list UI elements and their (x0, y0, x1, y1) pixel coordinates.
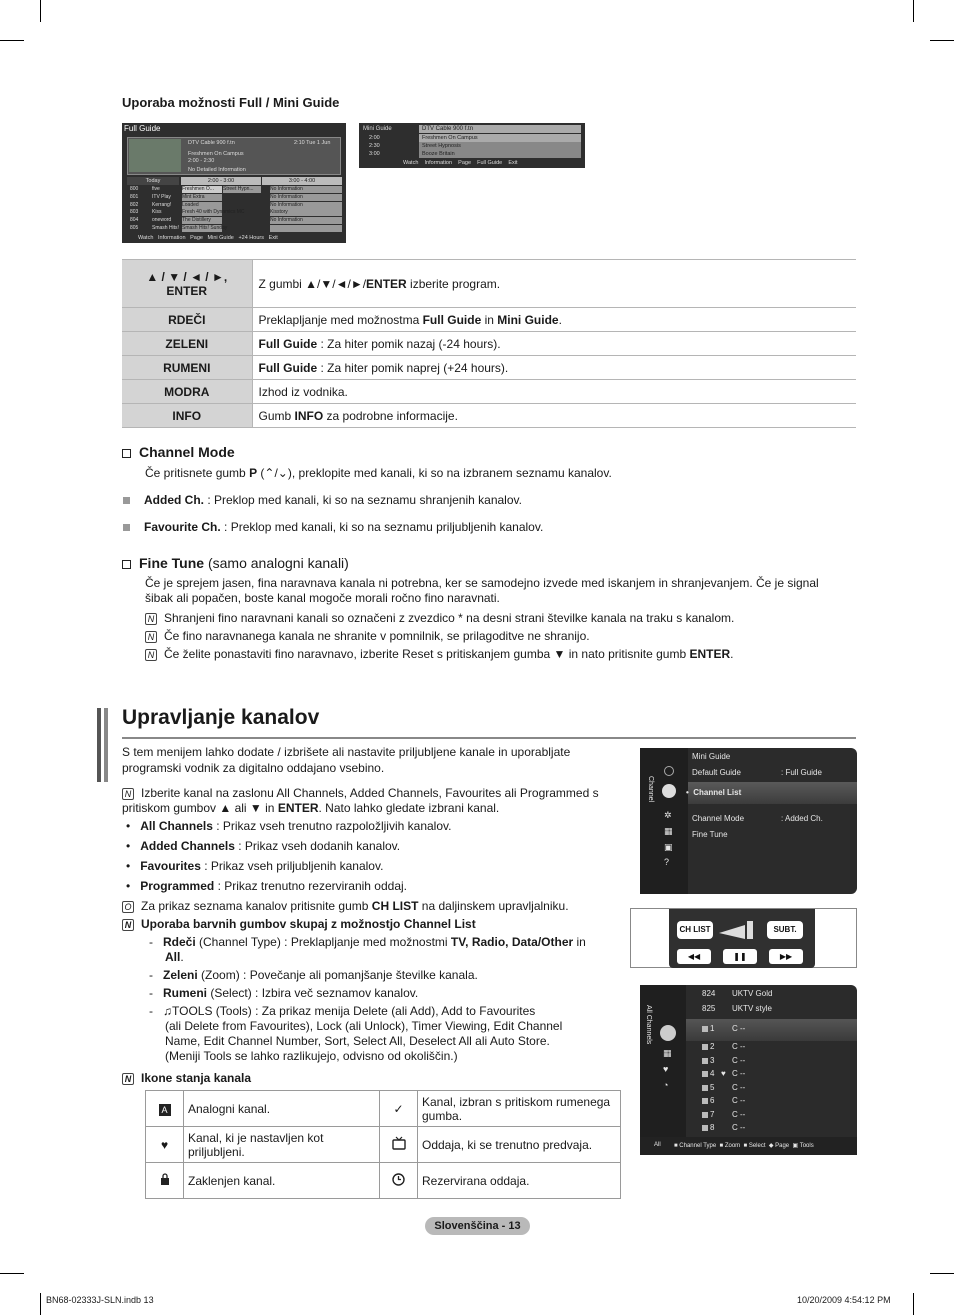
main-note: O Za prikaz seznama kanalov pritisnite gumb CH LIST na daljinskem upravljalniku. (122, 899, 569, 913)
channel-type-icon (702, 1058, 708, 1064)
crop-mark (0, 40, 24, 41)
fine-tune-note: N Shranjeni fino naravnani kanali so označeni z zvezdico * na desni strani številke kanala na traku s kanalom. (145, 611, 734, 625)
guide-cell: Kerrang! (152, 201, 172, 208)
title-underline (122, 737, 856, 739)
heart-icon: ♥ (663, 1064, 669, 1074)
bullet-item: • Programmed : Prikaz trenutno rezerviranih oddaj. (126, 879, 407, 893)
guide-cell: 800 (130, 186, 139, 192)
lock-icon (146, 1163, 184, 1199)
key-cell: INFO (122, 404, 252, 428)
channel-row[interactable]: C -- (732, 1123, 746, 1132)
dash-item: (Meniji Tools se lahko razlikujejo, odvisno od okoliščin.) (165, 1049, 458, 1063)
dash-item: All. (165, 950, 184, 964)
button-table (122, 259, 856, 428)
channel-icon (662, 784, 676, 798)
channel-number: 2 (710, 1042, 715, 1051)
fine-tune-heading: Fine Tune (samo analogni kanali) (122, 555, 349, 571)
page-title: Upravljanje kanalov (122, 706, 320, 729)
channel-row[interactable]: C -- (732, 1069, 746, 1078)
volume-icon (717, 919, 757, 941)
guide-cell: No Information (270, 194, 342, 201)
setup-icon: ✲ (664, 810, 672, 820)
guide-cell: Kisstory (270, 209, 342, 216)
tv-icon (380, 1127, 418, 1163)
bullet-square-icon (123, 497, 130, 504)
note-icon: N (122, 919, 134, 931)
support-icon: ? (664, 857, 670, 867)
file-name: BN68-02333J-SLN.indb 13 (46, 1295, 154, 1305)
note-icon: N (145, 631, 157, 643)
channel-number: 3 (710, 1055, 715, 1065)
channel-mode-item: Favourite Ch. : Preklop med kanali, ki so na seznamu priljubljenih kanalov. (123, 520, 543, 534)
key-cell: ▲ / ▼ / ◄ / ►, ENTER (122, 260, 252, 308)
checkbox-square-icon (122, 449, 131, 458)
guide-cell: ITV Play (152, 193, 171, 200)
channel-mode-intro: Če pritisnete gumb P (⌃/⌄), preklopite med kanali, ki so na izbranem seznamu kanalov. (145, 466, 612, 480)
channel-number: 7 (710, 1109, 715, 1119)
desc-cell: Z gumbi ▲/▼/◄/►/ENTER izberite program. (252, 260, 856, 308)
pause-button[interactable]: ❚❚ (723, 949, 757, 964)
desc-cell: Full Guide : Za hiter pomik nazaj (-24 hours). (252, 332, 856, 356)
guide-cell: 801 (130, 193, 139, 200)
crop-mark (40, 0, 41, 22)
desc-cell: Preklapljanje med možnostma Full Guide in Mini Guide. (252, 308, 856, 332)
full-guide-title: Full Guide (124, 124, 161, 133)
analog-icon: A (146, 1091, 184, 1127)
fine-tune-note: N Če fino naravnanega kanala ne shranite v pomnilnik, se prilagoditve ne shranijo. (145, 629, 590, 643)
print-date: 10/20/2009 4:54:12 PM (797, 1295, 891, 1305)
heart-icon: ♥ (146, 1127, 184, 1163)
crop-mark (930, 1273, 954, 1274)
note-icon: N (122, 1073, 134, 1085)
dash-item: - ♫TOOLS (Tools) : Za prikaz menija Delete (ali Add), Add to Favourites (149, 1004, 536, 1018)
fastforward-button[interactable]: ▶▶ (769, 949, 803, 964)
guide-heading: Uporaba možnosti Full / Mini Guide (122, 95, 340, 110)
crop-mark (913, 0, 914, 22)
picture-icon (664, 766, 674, 776)
guide-cell: The Distillery (182, 217, 222, 224)
fine-tune-note: N Če želite ponastaviti fino naravnavo, izberite Reset s pritiskanjem gumba ▼ in nato pritisnite gumb ENTER. (145, 647, 733, 661)
bullet-item: • Added Channels : Prikaz vseh dodanih kanalov. (126, 839, 401, 853)
channel-type-icon (702, 1125, 708, 1131)
channel-mode-item: Added Ch. : Preklop med kanali, ki so na seznamu shranjenih kanalov. (123, 493, 522, 507)
clock-icon (380, 1163, 418, 1199)
guide-cell: five (152, 186, 160, 192)
dash-item: Name, Edit Channel Number, Sort, Select All, Deselect All ali Auto Store. (165, 1034, 550, 1048)
checkbox-square-icon (122, 560, 131, 569)
desc-cell: Full Guide : Za hiter pomik naprej (+24 hours). (252, 356, 856, 380)
desc-cell: Izhod iz vodnika. (252, 380, 856, 404)
clock-icon: ◔ (663, 1080, 669, 1090)
full-guide-screenshot: Full Guide DTV Cable 900 f.tn 2:10 Tue 1 Jun Freshmen On Campus 2:00 - 2:30 No Detailed Information Today 2:00 - 3:00 3:00 - 4:00 Watch Information Page Mini Guide +24 Hours Exit 800 five Freshmen O... Street Hypn... No Information 801 ITV Play Mint Extra No Information 802 Kerrang! Loaded No Information 803 Kiss Fresh 40 with Dynamics MC Kisstory 804 oneword The Distillery No Information 805 Smash Hits! Smash Hits! Sunday (122, 123, 346, 243)
mini-guide-footer: Watch Information Page Full Guide Exit (403, 160, 518, 166)
crop-mark (0, 1273, 24, 1274)
channel-number: 5 (710, 1082, 715, 1092)
key-cell: RUMENI (122, 356, 252, 380)
guide-cell: Fresh 40 with Dynamics MC (182, 209, 245, 216)
bullet-item: • Favourites : Prikaz vseh priljubljenih kanalov. (126, 859, 384, 873)
channel-number: 8 (710, 1123, 715, 1132)
dash-item: - Zeleni (Zoom) : Povečanje ali pomanjšanje številke kanala. (149, 968, 478, 982)
key-cell: RDEČI (122, 308, 252, 332)
rewind-button[interactable]: ◀◀ (677, 949, 711, 964)
note-icon: N (145, 649, 157, 661)
guide-cell: No Information (270, 202, 342, 209)
guide-cell: No Information (270, 186, 342, 193)
guide-cell: 805 (130, 225, 139, 231)
guide-cell: Smash Hits! Sunday (182, 225, 228, 231)
dash-item: (ali Delete from Favourites), Lock (ali Unlock), Timer Viewing, Edit Channel (165, 1019, 563, 1033)
title-bar (104, 708, 108, 782)
input-icon: ▦ (664, 826, 673, 836)
guide-cell: 804 (130, 217, 139, 224)
note-icon: O (122, 901, 134, 913)
dash-item: - Rumeni (Select) : Izbira več seznamov kanalov. (149, 986, 419, 1000)
page-number: Slovenščina - 13 (425, 1217, 530, 1235)
menu-item-mini-guide[interactable]: Mini Guide (692, 752, 731, 761)
heart-icon: ♥ (721, 1069, 726, 1078)
channel-type-icon (702, 1044, 708, 1050)
crop-mark (930, 40, 954, 41)
guide-cell: Smash Hits! (152, 225, 179, 231)
channel-type-icon (702, 1098, 708, 1104)
channel-type-icon (702, 1085, 708, 1091)
guide-cell: No Information (270, 217, 342, 224)
key-cell: MODRA (122, 380, 252, 404)
icons-heading: N Ikone stanja kanala (122, 1071, 251, 1085)
menu-item-channel-list[interactable]: • Channel List (686, 788, 742, 797)
main-intro: S tem menijem lahko dodate / izbrišete ali nastavite priljubljene kanale in uporabljate programski vodnik za digitalno oddajano vsebino. (122, 745, 571, 775)
main-note: N Izberite kanal na zaslonu All Channels, Added Channels, Favourites ali Programmed s pritiskom gumbov ▲ ali ▼ in ENTER. Nato lahko gledate izbrani kanal. (122, 786, 599, 815)
list-footer: ■ Channel Type ■ Zoom ■ Select ◆ Page ▣ Tools (674, 1143, 814, 1149)
channel-row[interactable]: C -- (732, 1055, 746, 1065)
channel-type-icon (660, 1025, 676, 1041)
preview-image (129, 139, 181, 172)
channel-menu-screenshot: Channel ✲ ▦ ▣ ? Mini Guide Default Guide : Full Guide • Channel List Channel Mode : Added Ch. Fine Tune (640, 748, 857, 894)
channel-row[interactable]: C -- (732, 1042, 746, 1051)
subt-button[interactable]: SUBT. (767, 921, 803, 939)
channel-type-icon (702, 1026, 708, 1032)
added-icon: ▦ (663, 1048, 672, 1058)
menu-item-default-guide[interactable]: Default Guide (692, 768, 741, 777)
channel-list-screenshot: All Channels ▦ ♥ ◔ 824 UKTV Gold 825 UKTV style All ■ Channel Type ■ Zoom ■ Select ◆ Page ▣ Tools 1 C -- 2 C -- 3 C -- 4 ♥ C -- 5 C -- 6 C -- 7 C -- 8 C -- (640, 985, 857, 1155)
menu-item-fine-tune[interactable]: Fine Tune (692, 830, 728, 839)
tools-icon: ♫ (163, 1004, 172, 1018)
channel-number: 1 (710, 1024, 715, 1033)
channel-row[interactable]: C -- (732, 1096, 746, 1105)
guide-cell: 803 (130, 209, 139, 216)
bullet-square-icon (123, 524, 130, 531)
channel-type-icon (702, 1112, 708, 1118)
fine-tune-paragraph: Če je sprejem jasen, fina naravnava kanala ni potrebna, ker se samodejno izvede med iskanjem in shranjevanjem. Če je signal šibak ali popačen, boste kanal mogoče morali ročno fino naravnati. (145, 576, 819, 605)
key-cell: ZELENI (122, 332, 252, 356)
icons-table: A Analogni kanal. ✓ Kanal, izbran s pritiskom rumenega gumba. ♥ Kanal, ki je nastavljen kot priljubljeni. Oddaja, ki se trenutno predvaja. Zaklenjen kanal. Rezervirana oddaja. (145, 1090, 621, 1199)
channel-row[interactable]: C -- (732, 1109, 746, 1119)
channel-mode-heading: Channel Mode (122, 444, 235, 460)
channel-number: 6 (710, 1096, 715, 1105)
dash-item: - Rdeči (Channel Type) : Preklapljanje med možnostmi TV, Radio, Data/Other in (149, 935, 586, 949)
channel-row[interactable]: C -- (732, 1082, 746, 1092)
title-bar (97, 708, 101, 782)
note-icon: N (122, 788, 134, 800)
application-icon: ▣ (664, 842, 673, 852)
note-icon: N (145, 613, 157, 625)
desc-cell: Gumb INFO za podrobne informacije. (252, 404, 856, 428)
main-note: N Uporaba barvnih gumbov skupaj z možnostjo Channel List (122, 917, 476, 931)
guide-cell: Mint Extra (182, 194, 222, 201)
guide-cell: Kiss (152, 209, 162, 216)
guide-cell: 802 (130, 201, 139, 208)
full-guide-footer: Watch Information Page Mini Guide +24 Hours Exit (138, 235, 278, 241)
guide-cell: oneword (152, 217, 172, 224)
crop-mark (913, 1293, 914, 1315)
guide-cell (270, 225, 342, 232)
crop-mark (40, 1293, 41, 1315)
guide-cell: Freshmen O... (182, 186, 222, 193)
channel-number: 4 (710, 1069, 715, 1078)
channel-row[interactable]: C -- (732, 1024, 746, 1033)
bullet-item: • All Channels : Prikaz vseh trenutno razpoložljivih kanalov. (126, 819, 452, 833)
check-icon: ✓ (380, 1091, 418, 1127)
chlist-button[interactable]: CH LIST (677, 921, 713, 939)
channel-type-icon (702, 1071, 708, 1077)
remote-image (630, 908, 857, 968)
guide-cell: Street Hypn... (223, 186, 261, 193)
menu-item-channel-mode[interactable]: Channel Mode (692, 814, 745, 823)
guide-cell: Loaded (182, 202, 222, 209)
mini-guide-screenshot: Mini Guide DTV Cable 900 f.tn 2:00 Freshmen On Campus 2:30 Street Hypnosis 3:00 Booze Britain Watch Information Page Full Guide Exit (359, 123, 585, 168)
